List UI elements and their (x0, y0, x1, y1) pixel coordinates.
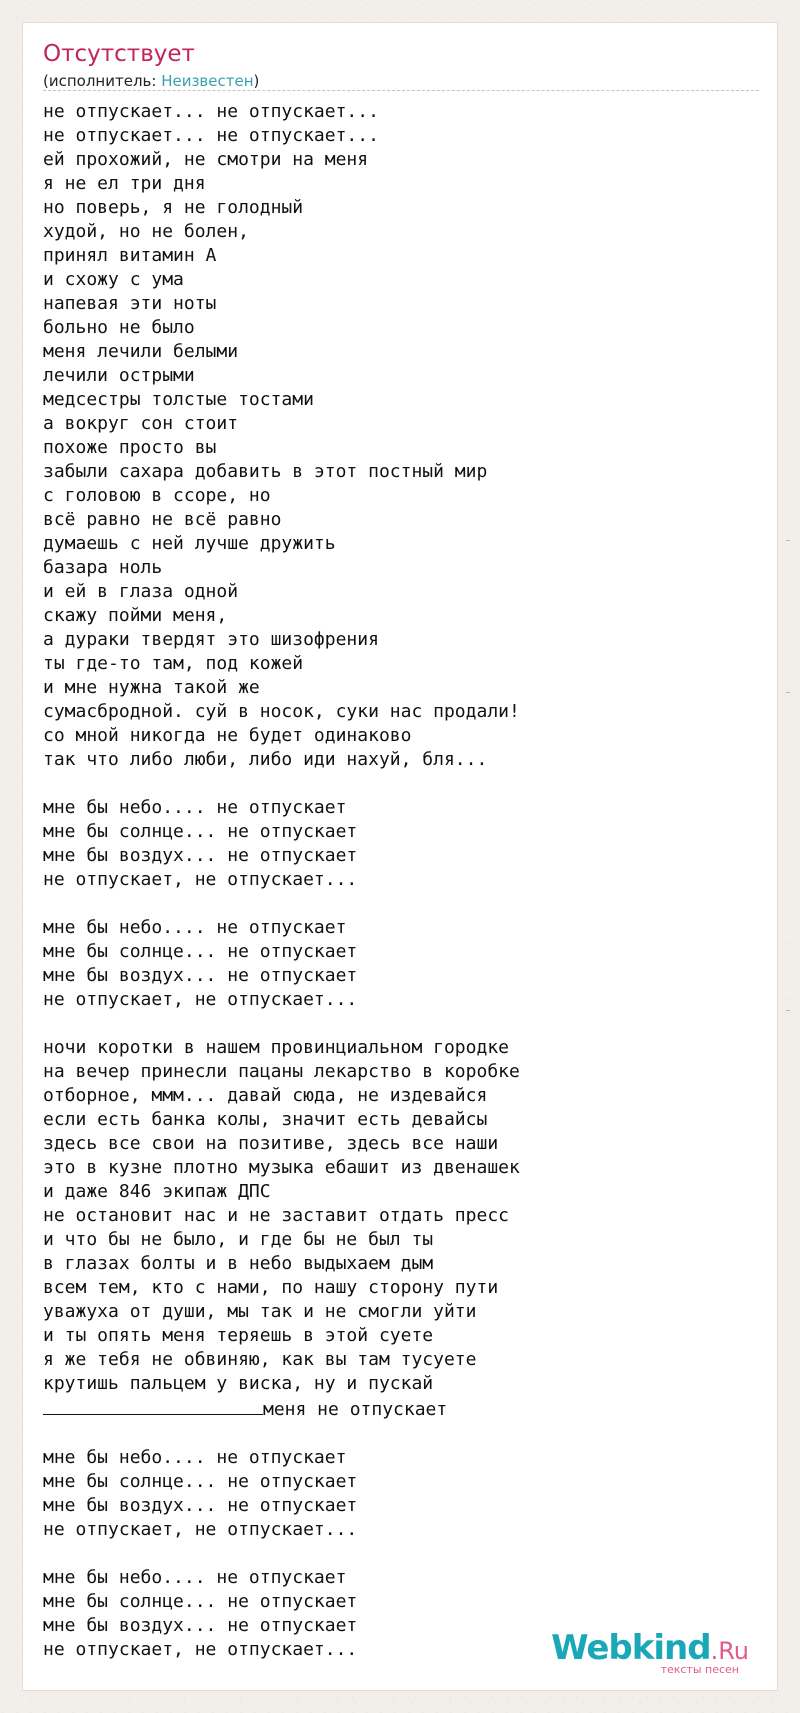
artist-link[interactable]: Неизвестен (161, 72, 254, 90)
logo-main-text: Webkind (551, 1628, 711, 1668)
lyrics-part-1: не отпускает... не отпускает... не отпускает... не отпускает... ей прохожий, не смотри на меня я не ел три дня но поверь, я не голодный худой, но не болен, принял витамин А и схожу с ума напевая эти ноты больно не было меня лечили белыми лечили острыми медсестры толстые тостами а вокруг сон стоит похоже просто вы забыли сахара добавить в этот постный мир с головою в ссоре, но всё равно не всё равно думаешь с ней лучше дружить базара ноль и ей в глаза одной скажу пойми меня, а дураки твердят это шизофрения ты где-то там, под кожей и мне нужна такой же сумасбродной. суй в носок, суки нас продали! со мной никогда не будет одинаково так что либо люби, либо иди нахуй, бля... мне бы небо.... не отпускает мне бы солнце... не отпускает мне бы воздух... не отпускает не отпускает, не отпускает... мне бы небо.... не отпускает мне бы солнце... не отпускает мне бы воздух... не отпускает не отпускает, не отпускает... ночи коротки в нашем провинциальном городке на вечер принесли пацаны лекарство в коробке отборное, ммм... давай сюда, не издевайся если есть банка колы, значит есть девайсы здесь все свои на позитиве, здесь все наши это в кузне плотно музыка ебашит из двенашек и даже 846 экипаж ДПС не остановит нас и не заставит отдать пресс и что бы не было, и где бы не был ты в глазах болты и в небо выдыхаем дым всем тем, кто с нами, по нашу сторону пути уважуха от души, мы так и не смогли уйти и ты опять меня теряешь в этой суете я же тебя не обвиняю, как вы там тусуете крутишь пальцем у виска, ну и пускай (43, 101, 520, 1394)
lyrics-part-2: мне бы небо.... не отпускает мне бы солнце... не отпускает мне бы воздух... не отпускает не отпускает, не отпускает... мне бы небо.... не отпускает мне бы солнце... не отпускает мне бы воздух... не отпускает не отпускает, не отпускает... (43, 1447, 358, 1660)
blank-line-suffix: меня не отпускает (263, 1399, 448, 1420)
logo-wordmark (551, 1628, 749, 1668)
lyrics-text (43, 100, 759, 1662)
webkind-logo[interactable] (551, 1628, 749, 1676)
lyrics-sheet (22, 22, 778, 1691)
title-divider (43, 90, 759, 91)
edge-mark (786, 540, 790, 541)
edge-mark (786, 692, 790, 693)
logo-tagline: тексты песен (660, 1663, 739, 1676)
song-title: Отсутствует (43, 41, 195, 67)
artist-suffix: ) (253, 72, 260, 90)
edge-mark (786, 1010, 790, 1011)
artist-line (43, 72, 259, 90)
logo-tld: .Ru (710, 1637, 749, 1665)
artist-prefix: (исполнитель: (43, 72, 162, 90)
blank-underline (43, 1396, 263, 1415)
